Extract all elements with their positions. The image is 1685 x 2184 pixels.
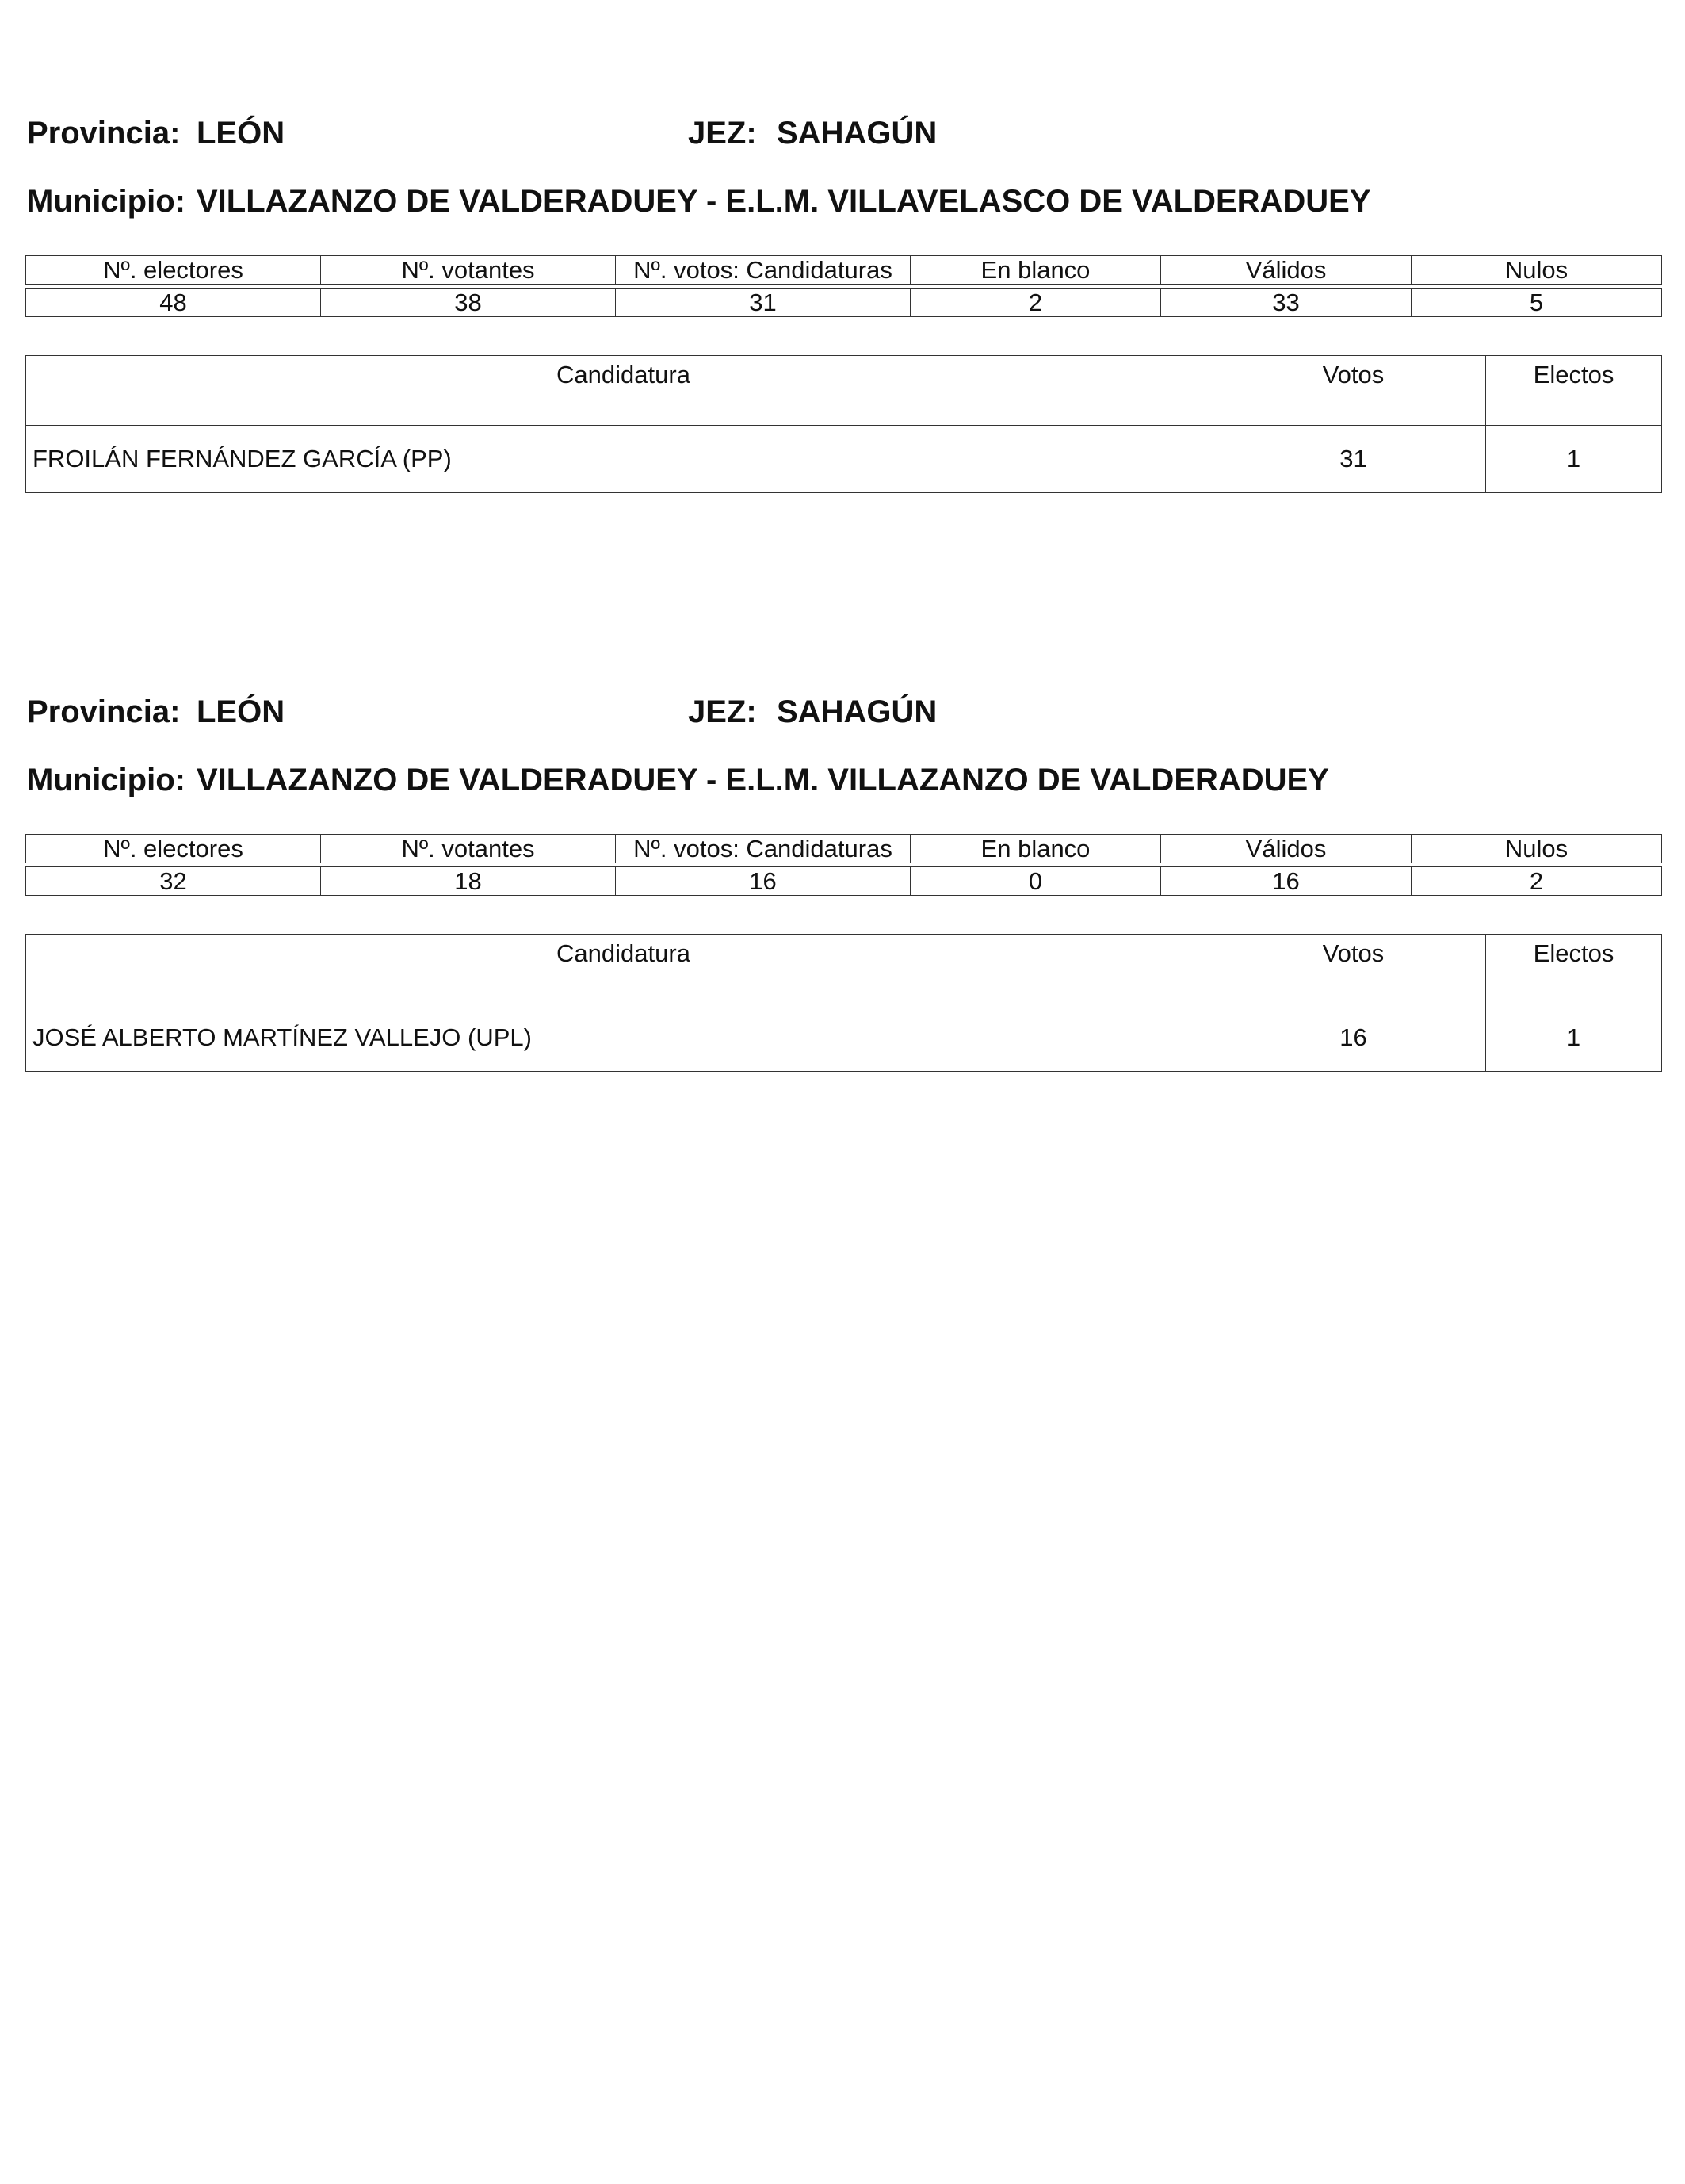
- candidates-header-row: [26, 935, 1662, 1004]
- candidate-votos: 16: [1221, 1004, 1486, 1072]
- candidates-table: [25, 934, 1662, 1072]
- stats-header-cell: Válidos: [1161, 256, 1412, 285]
- municipio-row: [25, 763, 1661, 810]
- stats-header-cell: En blanco: [911, 256, 1161, 285]
- candidate-electos: 1: [1486, 1004, 1662, 1072]
- header-row: [25, 690, 1661, 737]
- jez-value: SAHAGÚN: [777, 116, 938, 151]
- stats-value-cell: 32: [26, 867, 321, 896]
- stats-value-cell: 33: [1161, 289, 1412, 317]
- stats-header-row: [26, 835, 1662, 863]
- jez-value: SAHAGÚN: [777, 694, 938, 729]
- stats-value-cell: 18: [321, 867, 616, 896]
- stats-value-row: [26, 289, 1662, 317]
- provincia-label: Provincia:: [27, 116, 181, 151]
- candidates-table: [25, 355, 1662, 493]
- votos-header: Votos: [1221, 356, 1486, 426]
- stats-value-cell: 16: [616, 867, 911, 896]
- candidatura-header: Candidatura: [26, 356, 1221, 426]
- stats-header-cell: Nº. votos: Candidaturas: [616, 835, 911, 863]
- municipio-label: Municipio:: [27, 763, 185, 797]
- table-row: [26, 426, 1662, 493]
- candidates-header-row: [26, 356, 1662, 426]
- stats-value-cell: 48: [26, 289, 321, 317]
- provincia-value: LEÓN: [197, 694, 285, 729]
- jez-label: JEZ:: [688, 694, 757, 729]
- stats-header-cell: Nº. electores: [26, 256, 321, 285]
- results-section-1: [25, 111, 1661, 493]
- candidate-name: FROILÁN FERNÁNDEZ GARCÍA (PP): [26, 426, 1221, 493]
- municipio-row: [25, 184, 1661, 231]
- stats-header-cell: Nº. electores: [26, 835, 321, 863]
- electos-header: Electos: [1486, 356, 1662, 426]
- municipio-value: VILLAZANZO DE VALDERADUEY - E.L.M. VILLAVELASCO DE VALDERADUEY: [197, 184, 1371, 219]
- stats-value-cell: 5: [1412, 289, 1662, 317]
- stats-value-cell: 2: [1412, 867, 1662, 896]
- stats-header-cell: Nulos: [1412, 835, 1662, 863]
- votos-header: Votos: [1221, 935, 1486, 1004]
- stats-table: [25, 255, 1662, 317]
- candidate-electos: 1: [1486, 426, 1662, 493]
- table-row: [26, 1004, 1662, 1072]
- stats-value-cell: 31: [616, 289, 911, 317]
- stats-value-cell: 38: [321, 289, 616, 317]
- stats-header-cell: Válidos: [1161, 835, 1412, 863]
- candidate-votos: 31: [1221, 426, 1486, 493]
- stats-table: [25, 834, 1662, 896]
- stats-value-row: [26, 867, 1662, 896]
- stats-header-cell: Nº. votantes: [321, 256, 616, 285]
- stats-header-cell: En blanco: [911, 835, 1161, 863]
- provincia-label: Provincia:: [27, 694, 181, 729]
- provincia-value: LEÓN: [197, 116, 285, 151]
- stats-value-cell: 0: [911, 867, 1161, 896]
- stats-header-cell: Nº. votantes: [321, 835, 616, 863]
- candidate-name: JOSÉ ALBERTO MARTÍNEZ VALLEJO (UPL): [26, 1004, 1221, 1072]
- results-section-2: [25, 690, 1661, 1072]
- jez-label: JEZ:: [688, 116, 757, 151]
- stats-header-row: [26, 256, 1662, 285]
- stats-value-cell: 16: [1161, 867, 1412, 896]
- stats-header-cell: Nº. votos: Candidaturas: [616, 256, 911, 285]
- municipio-value: VILLAZANZO DE VALDERADUEY - E.L.M. VILLAZANZO DE VALDERADUEY: [197, 763, 1329, 797]
- electos-header: Electos: [1486, 935, 1662, 1004]
- stats-header-cell: Nulos: [1412, 256, 1662, 285]
- candidatura-header: Candidatura: [26, 935, 1221, 1004]
- municipio-label: Municipio:: [27, 184, 185, 219]
- stats-value-cell: 2: [911, 289, 1161, 317]
- header-row: [25, 111, 1661, 159]
